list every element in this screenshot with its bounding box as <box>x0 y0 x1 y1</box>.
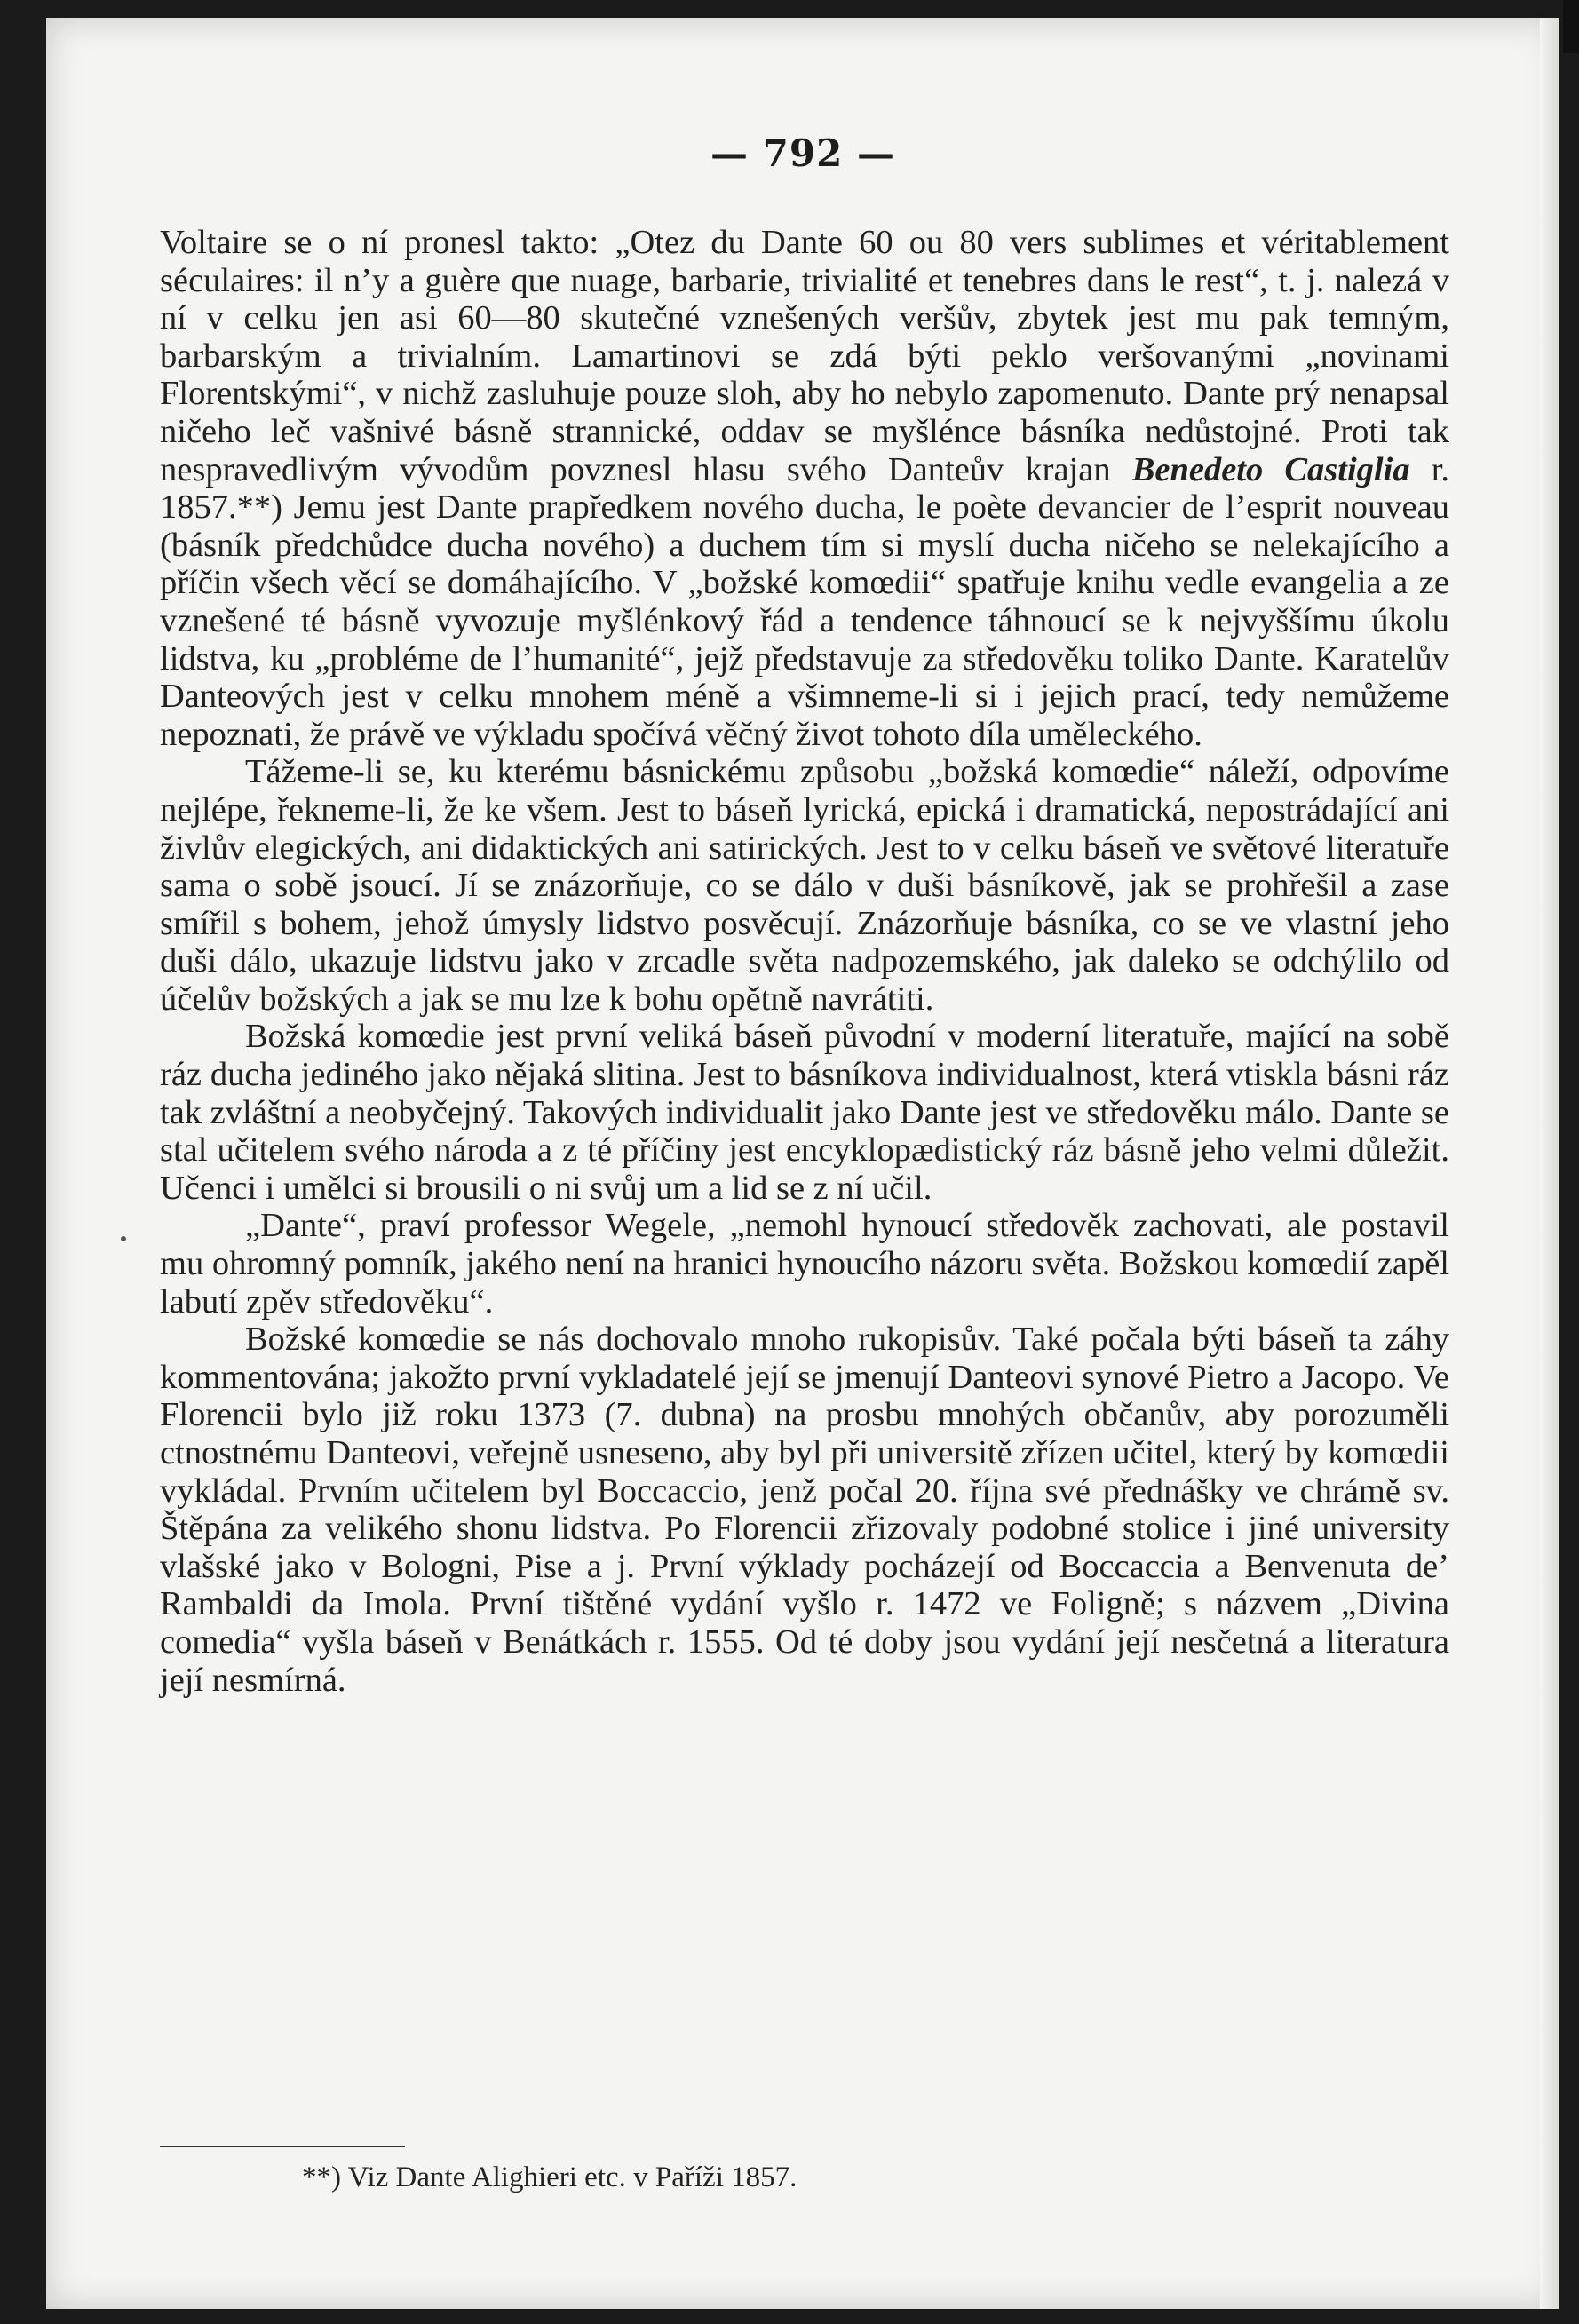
paragraph-5-text: Božské komœdie se nás dochovalo mnoho rukopisův. Také počala býti báseň ta záhy kommentována; jakožto první vykladatelé její se jmenují Danteovi synové Pietro a Jacopo. Ve Florencii bylo již roku 1373 (7. dubna) na prosbu mnohých občanův, aby porozuměli ctnostnému Danteovi, veřejně usneseno, aby byl při universitě zřízen učitel, který by komœdii vykládal. Prvním učitelem byl Boccaccio, jenž počal 20. října své přednášky ve chrámě sv. Štěpána za velikého shonu lidstva. Po Florencii zřizovaly podobné stolice i jiné university vlašské jako v Bologni, Pise a j. První výklady pocházejí od Boccaccia a Benvenuta de’ Rambaldi da Imola. První tištěné vydání vyšlo r. 1472 ve Foligně; s názvem „Divina comedia“ vyšla báseň v Benátkách r. 1555. Od té doby jsou vydání její nesčetná a literatura její nesmírná. <box>160 1321 1449 1699</box>
paragraph-2-text: Tážeme-li se, ku kterému básnickému způsobu „božská komœdie“ náleží, odpovíme nejlépe, řekneme-li, že ke všem. Jest to báseň lyrická, epická i dramatická, nepostrádající ani živlův elegických, ani didaktických ani satirických. Jest to v celku báseň ve světové literatuře sama o sobě jsoucí. Jí se znázorňuje, co se dálo v duši básníkově, jak se prohřešil a zase smířil s bohem, jehož úmysly lidstvo posvěcují. Znázorňuje básníka, co se ve vlastní jeho duši dálo, ukazuje lidstvu jako v zrcadle světa nadpozemského, jak daleko se odchýlilo od účelův božských a jak se mu lze k bohu opětně navrátiti. <box>160 753 1449 1018</box>
paragraph-1-italic-name: Benedeto Castiglia <box>1131 450 1410 488</box>
paragraph-1 <box>160 224 1449 753</box>
page-edge <box>1540 18 1559 2309</box>
body-text <box>160 224 1449 1699</box>
paragraph-1-text-a: Voltaire se o ní pronesl takto: „Otez du Dante 60 ou 80 vers sublimes et véritablement séculaires: il n’y a guère que nuage, barbarie, trivialité et tenebres dans le rest“, t. j. nalezá v ní v celku jen asi 60—80 skutečné vznešených veršův, zbytek jest mu pak temným, barbarským a trivialním. Lamartinovi se zdá býti peklo veršovanými „novinami Florentskými“, v nichž zasluhuje pouze sloh, aby ho nebylo zapomenuto. Dante prý nenapsal ničeho leč vašnivé básně strannické, oddav se myšlénce básníka nedůstojné. Proti tak nespravedlivým vývodům povznesl hlasu svého Danteův krajan <box>160 224 1449 488</box>
footnote: **) Viz Dante Alighieri etc. v Paříži 1857. <box>302 2161 797 2193</box>
paragraph-4-text: „Dante“, praví professor Wegele, „nemohl hynoucí středověk zachovati, ale postavil mu ohromný pomník, jakého není na hranici hynoucího názoru světa. Božskou komœdií zapěl labutí zpěv středověku“. <box>160 1207 1449 1321</box>
paragraph-4 <box>160 1207 1449 1321</box>
paragraph-3-text: Božská komœdie jest první veliká báseň původní v moderní literatuře, mající na sobě ráz ducha jediného jako nějaká slitina. Jest to básníkova individualnost, která vtiskla básni ráz tak zvláštní a neobyčejný. Takových individualit jako Dante jest ve středověku málo. Dante se stal učitelem svého národa a z té příčiny jest encyklopædistický ráz básně jeho velmi důležit. Učenci i umělci si brousili o ni svůj um a lid se z ní učil. <box>160 1018 1449 1207</box>
scan-corner <box>1563 0 1579 53</box>
paragraph-3 <box>160 1018 1449 1207</box>
page-number: — 792 — <box>710 131 895 175</box>
paragraph-5 <box>160 1321 1449 1699</box>
book-page <box>46 18 1559 2309</box>
margin-dot <box>121 1236 126 1241</box>
footnote-divider <box>160 2146 405 2147</box>
paragraph-1-text-b: r. 1857.**) Jemu jest Dante prapředkem nového ducha, le poète devancier de l’esprit nouveau (básník předchůdce ducha nového) a duchem tím si myslí ducha ničeho se nelekajícího a příčin všech věcí se domáhajícího. V „božské komœdii“ spatřuje knihu vedle evangelia a ze vznešené té básně vyvozuje myšlénkový řád a tendence táhnoucí se k nejvyššímu úkolu lidstva, ku „probléme de l’humanité“, jejž představuje za středověku toliko Dante. Karatelův Danteových jest v celku mnohem méně a všimneme-li si i jejich prací, tedy nemůžeme nepoznati, že právě ve výkladu spočívá věčný život tohoto díla uměleckého. <box>160 450 1450 753</box>
paragraph-2 <box>160 753 1449 1018</box>
